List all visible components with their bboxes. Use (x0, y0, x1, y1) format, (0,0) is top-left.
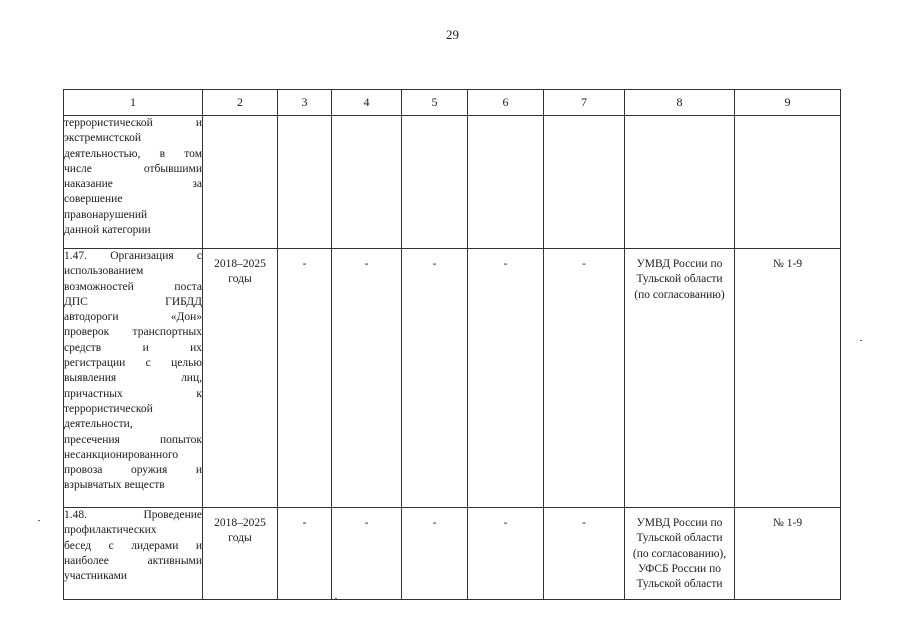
description-line: бесед с лидерами и (64, 539, 202, 552)
indicators-cell: № 1-9 (735, 249, 841, 508)
description-line: правонарушений (64, 208, 148, 221)
executor-line: Тульской области (636, 532, 723, 545)
period-line: годы (228, 273, 252, 286)
col3-cell (278, 116, 332, 249)
description-line: данной категории (64, 224, 151, 237)
description-line: выявления лиц, (64, 372, 202, 385)
dash-value: - (302, 258, 307, 270)
dash-value: - (582, 258, 586, 270)
column-header-3: 3 (278, 90, 332, 116)
column-header-7: 7 (544, 90, 625, 116)
col5-cell (402, 249, 468, 508)
description-line: наиболее активными (64, 554, 202, 567)
col5-cell (402, 116, 468, 249)
measure-description (64, 508, 203, 600)
description-line: ДПС ГИБДД (64, 295, 202, 308)
col5-cell (402, 508, 468, 600)
table-row-1-48 (64, 508, 841, 600)
description-line: террористической (64, 402, 153, 415)
col3-cell (278, 508, 332, 600)
period-line: 2018–2025 (214, 517, 266, 529)
col6-cell (468, 116, 544, 249)
dash-value: - (582, 517, 586, 529)
period-cell (203, 249, 278, 508)
measure-description (64, 249, 203, 508)
column-header-4: 4 (332, 90, 402, 116)
executor-cell (625, 508, 735, 600)
scan-speck (335, 598, 337, 599)
indicators-cell (735, 116, 841, 249)
description-line: профилактических (64, 524, 157, 537)
table-row-1-47 (64, 249, 841, 508)
program-table (63, 89, 841, 600)
period-line: годы (228, 532, 252, 545)
table-header-row (64, 90, 841, 116)
executor-line: Тульской области (636, 273, 723, 286)
executor-cell (625, 116, 735, 249)
page-number: 29 (446, 27, 459, 42)
col7-cell (544, 116, 625, 249)
description-line: 1.48. Проведение (64, 509, 202, 521)
description-line: использованием (64, 265, 144, 278)
executor-line: УФСБ России по (638, 562, 721, 575)
dash-value: - (503, 258, 508, 270)
column-header-1: 1 (64, 90, 203, 116)
description-line: числе отбывшими (64, 162, 202, 175)
executor-line: (по согласованию) (634, 288, 725, 301)
measure-description (64, 116, 203, 249)
dash-value: - (364, 517, 369, 529)
col6-cell (468, 249, 544, 508)
col4-cell (332, 508, 402, 600)
dash-value: - (432, 517, 437, 529)
description-line: возможностей поста (64, 280, 202, 293)
description-line: причастных к (64, 387, 202, 400)
description-line: взрывчатых веществ (64, 479, 165, 492)
description-line: террористической и (64, 117, 202, 129)
indicators-cell: № 1-9 (735, 508, 841, 600)
col4-cell (332, 116, 402, 249)
description-line: автодороги «Дон» (64, 311, 202, 324)
period-cell (203, 508, 278, 600)
description-line: совершение (64, 193, 123, 206)
description-line: проверок транспортных (64, 326, 202, 339)
dash-value: - (432, 258, 437, 270)
executor-line: Тульской области (636, 578, 723, 591)
description-line: наказание за (64, 178, 202, 191)
description-line: регистрации с целью (64, 357, 202, 370)
table-row-continuation (64, 116, 841, 249)
column-header-2: 2 (203, 90, 278, 116)
col7-cell (544, 508, 625, 600)
dash-value: - (364, 258, 369, 270)
description-line: деятельностью, в том (64, 147, 202, 160)
period-cell (203, 116, 278, 249)
description-line: деятельности, (64, 418, 133, 431)
description-line: провоза оружия и (64, 464, 202, 477)
executor-line: (по согласованию), (632, 547, 727, 560)
scan-speck (860, 340, 862, 341)
col4-cell (332, 249, 402, 508)
column-header-9: 9 (735, 90, 841, 116)
dash-value: - (503, 517, 508, 529)
executor-line: УМВД России по (636, 517, 723, 529)
description-line: пресечения попыток (64, 433, 202, 446)
executor-line: УМВД России по (636, 258, 723, 270)
col7-cell (544, 249, 625, 508)
executor-cell (625, 249, 735, 508)
description-line: несанкционированного (64, 448, 179, 461)
description-line: средств и их (64, 341, 202, 354)
column-header-8: 8 (625, 90, 735, 116)
description-line: участниками (64, 570, 128, 583)
description-line: экстремистской (64, 132, 142, 145)
period-line: 2018–2025 (214, 258, 266, 270)
dash-value: - (302, 517, 307, 529)
col6-cell (468, 508, 544, 600)
description-line: 1.47. Организация с (64, 250, 202, 262)
column-header-6: 6 (468, 90, 544, 116)
col3-cell (278, 249, 332, 508)
column-header-5: 5 (402, 90, 468, 116)
scan-speck (38, 520, 40, 521)
